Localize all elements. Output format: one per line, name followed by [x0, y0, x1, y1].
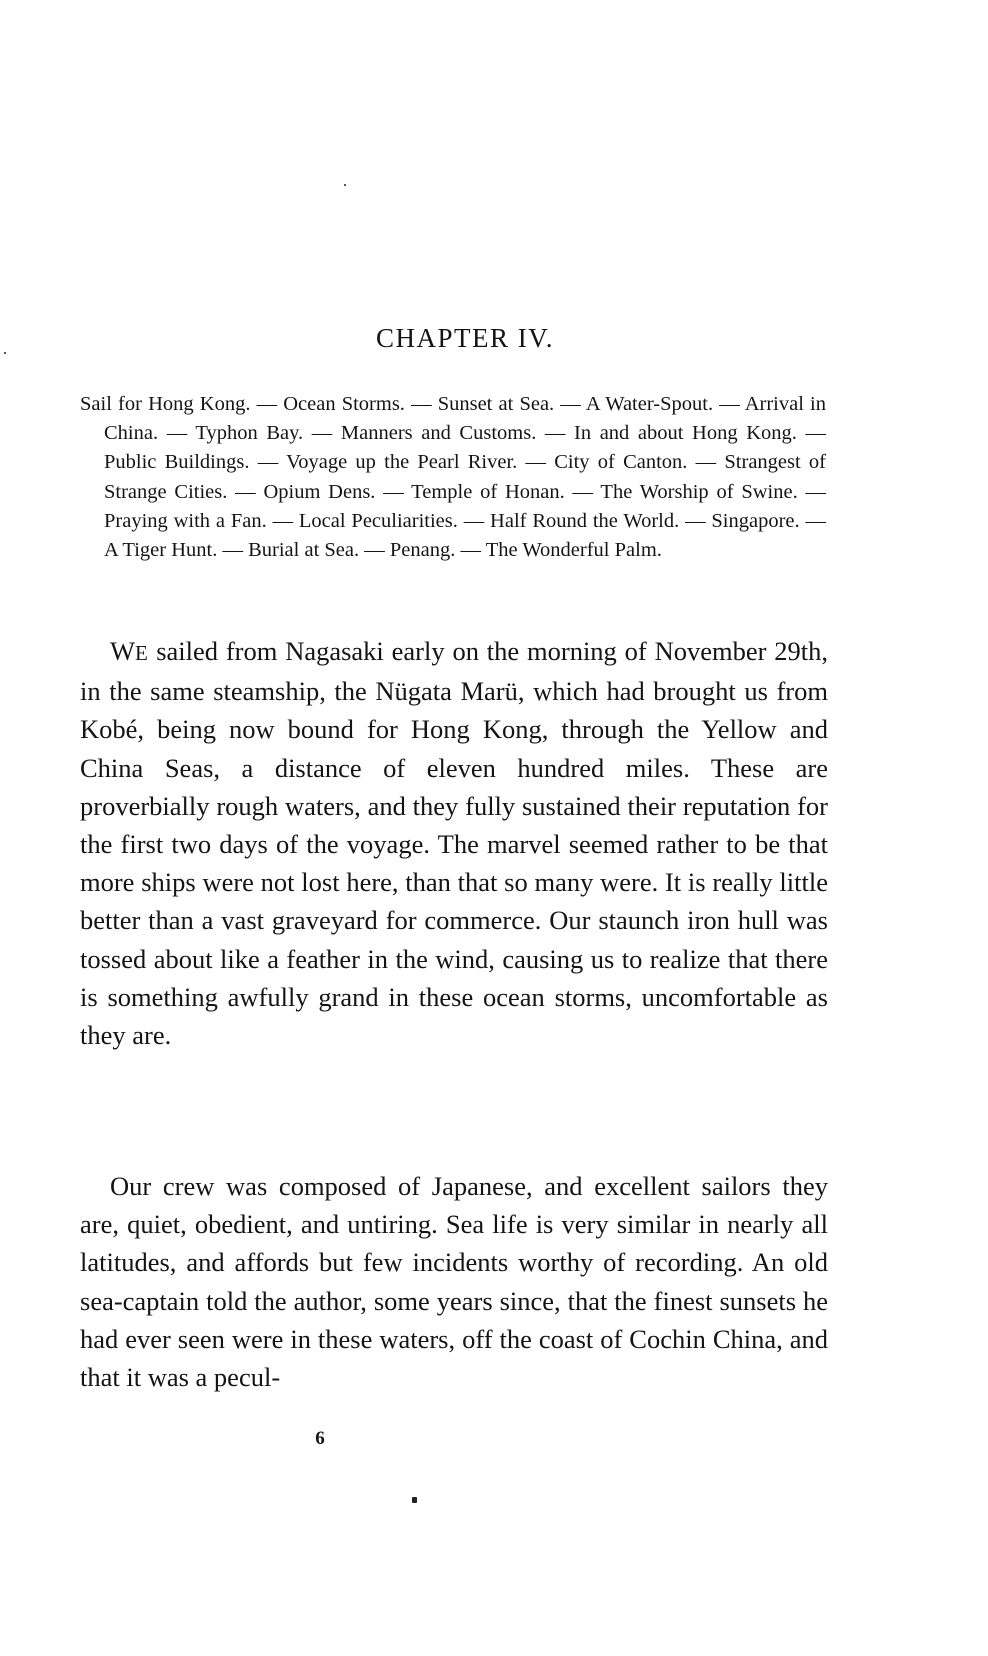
- lead-initial: W: [110, 636, 136, 666]
- paragraph-2: Our crew was composed of Japanese, and excellent sailors they are, quiet, obedient, and untiring. Sea life is very similar in nearly all latitudes, and affords but few incidents worthy of recording. An old sea-captain told the author, some years since, that the finest sunsets he had ever seen were in these waters, off the coast of Cochin China, and that it was a pecul-: [80, 1171, 828, 1393]
- signature-mark: 6: [315, 1428, 325, 1449]
- chapter-heading: CHAPTER IV.: [375, 323, 555, 353]
- paragraph-1-lead: [110, 636, 148, 666]
- ink-speck: [344, 184, 346, 186]
- paragraph-1: [80, 632, 828, 1054]
- lead-smallcaps: E: [135, 641, 149, 665]
- ink-speck: [412, 1497, 417, 1503]
- paragraph-1-text: sailed from Nagasaki early on the morning of November 29th, in the same steamship, the Nügata Marü, which had brought us from Kobé, being now bound for Hong Kong, through the Yellow and China Seas, a distance of eleven hundred miles. These are proverbially rough waters, and they fully sustained their reputation for the first two days of the voyage. The marvel seemed rather to be that more ships were not lost here, than that so many were. It is really little better than a vast graveyard for commerce. Our staunch iron hull was tossed about like a feather in the wind, causing us to realize that there is something awfully grand in these ocean storms, uncomfortable as they are.: [80, 636, 828, 1051]
- chapter-summary-text: Sail for Hong Kong. — Ocean Storms. — Sunset at Sea. — A Water-Spout. — Arrival in China. — Typhon Bay. — Manners and Customs. — In and about Hong Kong. — Public Buildings. — Voyage up the Pearl River. — City of Canton. — Strangest of Strange Cities. — Opium Dens. — Temple of Honan. — The Worship of Swine. — Praying with a Fan. — Local Peculiarities. — Half Round the World. — Singapore. — A Tiger Hunt. — Burial at Sea. — Penang. — The Wonderful Palm.: [80, 393, 826, 562]
- chapter-summary: [80, 390, 826, 565]
